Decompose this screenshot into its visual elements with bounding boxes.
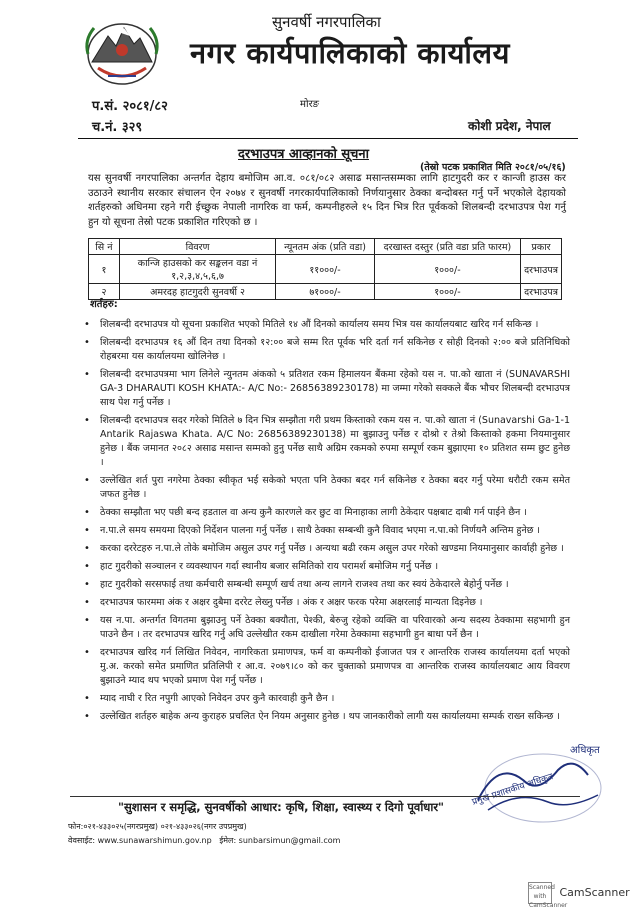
term-text: शिलबन्दी दरभाउपत्र १६ औं दिन तथा दिनको १२:०० बजे सम्म रित पूर्वक भरि दर्ता गर्न सकिनेछ र सोही दिनको २:०० बजे प्रतिनिधिको रोहबरमा यस कार्यालयमा खोलिनेछ । [100, 337, 570, 362]
term-item [80, 414, 570, 470]
footer-email: ईमेल: sunbarsimun@gmail.com [219, 836, 341, 845]
bullet-icon: • [84, 507, 90, 518]
term-item [80, 368, 570, 410]
footer-website: वेवसाईट: www.sunawarshimun.gov.np [68, 836, 212, 845]
term-item [80, 542, 570, 556]
bullet-icon: • [84, 543, 90, 554]
bullet-icon: • [84, 711, 90, 722]
bullet-icon: • [84, 415, 90, 426]
term-item [80, 318, 570, 332]
table-row [89, 284, 562, 300]
col-header-description: विवरण [119, 239, 275, 255]
province: कोशी प्रदेश, नेपाल [468, 119, 551, 133]
table-row [89, 255, 562, 284]
header-divider [78, 138, 578, 139]
term-item [80, 474, 570, 502]
term-text: ठेक्का सम्झौता भए पछी बन्द हडताल वा अन्य कुनै कारणले कर छुट वा मिनाहाका लागी ठेकेदार पक्षबाट दाबी गर्न पाईने छैन । [100, 507, 527, 518]
term-text: न.पा.ले समय समयमा दिएको निर्देशन पालना गर्नु पर्नेछ । साथै ठेक्का सम्बन्धी कुनै विवाद भएमा न.पा.को निर्णयनै अन्तिम हुनेछ । [100, 525, 541, 536]
notice-title: दरभाउपत्र आव्हानको सूचना [238, 147, 369, 162]
term-item [80, 646, 570, 688]
location: मोरङ [300, 99, 320, 110]
term-item [80, 524, 570, 538]
bullet-icon: • [84, 693, 90, 704]
terms-list [80, 318, 570, 728]
table-cell: २ [89, 284, 120, 300]
footer-line [68, 820, 568, 834]
camscanner-badge: Scanned with CamScanner [529, 884, 568, 909]
term-item [80, 614, 570, 642]
bullet-icon: • [84, 525, 90, 536]
stamp-name: प्रमुख प्रशासकीय अधिकृत [470, 772, 555, 808]
bullet-icon: • [84, 475, 90, 486]
footer-line [68, 834, 568, 848]
dispatch-number: च.नं. ३२९ [92, 120, 143, 135]
table-cell: ११०००/- [276, 255, 375, 284]
ref-number: प.सं. २०८१/८२ [92, 99, 168, 114]
footer-motto: "सुशासन र समृद्धि, सुनवर्षीको आधार: कृषि, शिक्षा, स्वास्थ्य र दिगो पूर्वाधार" [118, 800, 445, 814]
term-text: शिलबन्दी दरभाउपत्र यो सूचना प्रकाशित भएको मितिले १४ औं दिनको कार्यालय समय भित्र यस कार्यालयबाट खरिद गर्न सकिन्छ । [100, 319, 539, 330]
footer-divider [70, 796, 580, 797]
term-item [80, 336, 570, 364]
camscanner-watermark [528, 882, 630, 909]
col-header-min-amount: न्यूनतम अंक (प्रति वडा) [276, 239, 375, 255]
term-item [80, 596, 570, 610]
term-text: शिलबन्दी दरभाउपत्रमा भाग लिनेले न्युनतम अंकको ५ प्रतिशत रकम हिमालयन बैंकमा रहेको यस न. पा.को खाता नं (SUNAVARSHI GA-3 DHARAUTI KOSH KHATA:- A/C No:- 26856389230178) मा जम्मा गरेको सक्कले बैंक भौचर शिलबन्दी दरभाउपत्र साथ पेश गर्नु पर्नेछ । [100, 369, 570, 408]
term-text: हाट गुदरीको सञ्चालन र व्यवस्थापन गर्दा स्थानीय बजार समितिको राय परामर्श बमोजिम गर्नु पर्नेछ । [100, 561, 439, 572]
camscanner-label: CamScanner [559, 886, 630, 899]
col-header-fee: दरखास्त दस्तुर (प्रति वडा प्रति फारम) [374, 239, 520, 255]
table-cell: अमरदह हाटगुदरी सुनवर्षी २ [119, 284, 275, 300]
term-text: दरभाउपत्र खरिद गर्न लिखित निवेदन, नागरिकता प्रमाणपत्र, फर्म वा कम्पनीको ईजाजत पत्र र आन्तरिक राजस्व कार्यालयमा दर्ता भएको मु.अ. करको समेत प्रमाणित प्रतिलिपी र आ.व. २०७९।८० को कर चुक्ताको प्रमाणपत्र वा आन्तरिक राजस्व कार्यालयबाट आय विवरण बुझाउने म्याद थप भएको प्रमाण पेश गर्नु पर्नेछ । [100, 647, 570, 686]
col-header-sn: सि नं [89, 239, 120, 255]
term-text: उल्लेखित शर्त पुरा नगरेमा ठेक्का स्वीकृत भई सकेको भएता पनि ठेक्का बदर गर्न सकिनेछ र ठेक्का बदर गर्नु परेमा धरौटी रकम समेत जफत हुनेछ । [100, 475, 570, 500]
office-title: नगर कार्यपालिकाको कार्यालय [190, 36, 510, 70]
term-text: हाट गुदरीको सरसफाई तथा कर्मचारी सम्बन्धी सम्पूर्ण खर्च तथा अन्य लागने राजश्व तथा कर स्वयं ठेकेदारले बेहोर्नु पर्नेछ । [100, 579, 509, 590]
term-text: म्याद नाघी र रित नपुगी आएको निवेदन उपर कुनै कारवाही कुनै छैन । [100, 693, 335, 704]
term-text: करका दररेटहरु न.पा.ले तोके बमोजिम असुल उपर गर्नु पर्नेछ । अन्यथा बढी रकम असुल उपर गरेको खण्डमा नियमानुसार कार्वाही हुनेछ । [100, 543, 564, 554]
bullet-icon: • [84, 369, 90, 380]
term-text: उल्लेखित शर्तहरु बाहेक अन्य कुराहरु प्रचलित ऐन नियम अनुसार हुनेछ । थप जानकारीको लागी यस कार्यालयमा सम्पर्क राख्न सकिन्छ । [100, 711, 560, 722]
footer-phone: फोन:०२१-४३३०२५(नगरप्रमुख) ०२१-४३३०२६(नगर उपप्रमुख) [68, 822, 247, 831]
bullet-icon: • [84, 597, 90, 608]
term-text: शिलबन्दी दरभाउपत्र सदर गरेको मितिले ७ दिन भित्र सम्झौता गरी प्रथम किस्ताको रकम यस न. पा.को खाता नं (Sunavarshi Ga-1-1 Antarik Rajaswa Khata. A/C No: 26856389230138) मा बुझाउनु पर्नेछ र दोश्रो र तेश्रो किस्ताको हकमा नियमानुसार हुनेछ । बैंक जमानत २०८२ असाढ मसान्त सम्मको हुनु पर्नेछ साथै अग्रिम रकमको रुपमा सम्पूर्ण रकम बुझाएमा १० प्रतिशत सम्म छुट हुनेछ । [100, 415, 570, 468]
table-cell: कान्जि हाउसको कर सङ्कलन वडा नं १,२,३,४,५,६,७ [119, 255, 275, 284]
term-item [80, 710, 570, 724]
table-cell: दरभाउपत्र [521, 284, 562, 300]
nepal-emblem-icon [78, 10, 166, 90]
bullet-icon: • [84, 319, 90, 330]
term-item [80, 506, 570, 520]
term-item [80, 578, 570, 592]
terms-heading: शर्तहरु: [90, 299, 118, 310]
term-text: यस न.पा. अन्तर्गत विगतमा बुझाउनु पर्ने ठेक्का बक्यौता, पेश्की, बेरुजु रहेको व्यक्ति वा परिवारको अन्य सदस्य ठेक्कामा सहभागी हुन पाउने छैन । तर दरभाउपत्र खरिद गर्नु अघि उल्लेखीत रकम दाखीला गरेमा ठेक्कामा सहभागी हुन बाधा पर्ने छैन । [100, 615, 570, 640]
stamp-title: अधिकृत [570, 745, 600, 756]
table-cell: ७१०००/- [276, 284, 375, 300]
municipality-name: सुनवर्षी नगरपालिका [272, 13, 381, 31]
notice-intro: यस सुनवर्षी नगरपालिका अन्तर्गत देहाय बमोजिम आ.व. ०८१/०८२ असाढ मसान्तसम्मका लागि हाटगुदरी कर र कान्जी हाउस कर उठाउने स्थानीय सरकार संचालन ऐन २०७४ र सुनवर्षी नगरकार्यपालिकाको निर्णयानुसार ठेक्का बन्दोबस्त गर्नु पर्ने भएकोले देहायको शर्तहरुको अधिनमा रहने गरी ईच्छुक नेपाली नागरिक वा फर्म, कम्पनीहरुले १५ दिन भित्र रित पूर्वकको शिलबन्दी दरभाउपत्र पेश गर्नु हुन यो सूचना तेस्रो पटक प्रकाशित गरिएको छ । [88, 173, 566, 228]
bullet-icon: • [84, 615, 90, 626]
bullet-icon: • [84, 647, 90, 658]
publication-date: (तेस्रो पटक प्रकाशित मिति २०८१/०५/१६) [420, 162, 566, 173]
term-text: दरभाउपत्र फारममा अंक र अक्षर दुबैमा दररेट लेख्नु पर्नेछ । अंक र अक्षर फरक परेमा अक्षरलाई मान्यता दिइनेछ । [100, 597, 483, 608]
col-header-type: प्रकार [521, 239, 562, 255]
table-cell: दरभाउपत्र [521, 255, 562, 284]
table-header-row [89, 239, 562, 255]
bullet-icon: • [84, 337, 90, 348]
bullet-icon: • [84, 579, 90, 590]
term-item [80, 692, 570, 706]
table-cell: १ [89, 255, 120, 284]
table-cell: १०००/- [374, 284, 520, 300]
table-cell: १०००/- [374, 255, 520, 284]
footer-contact [68, 820, 568, 848]
term-item [80, 560, 570, 574]
reference-block [92, 96, 168, 138]
bullet-icon: • [84, 561, 90, 572]
bid-table [88, 238, 562, 300]
